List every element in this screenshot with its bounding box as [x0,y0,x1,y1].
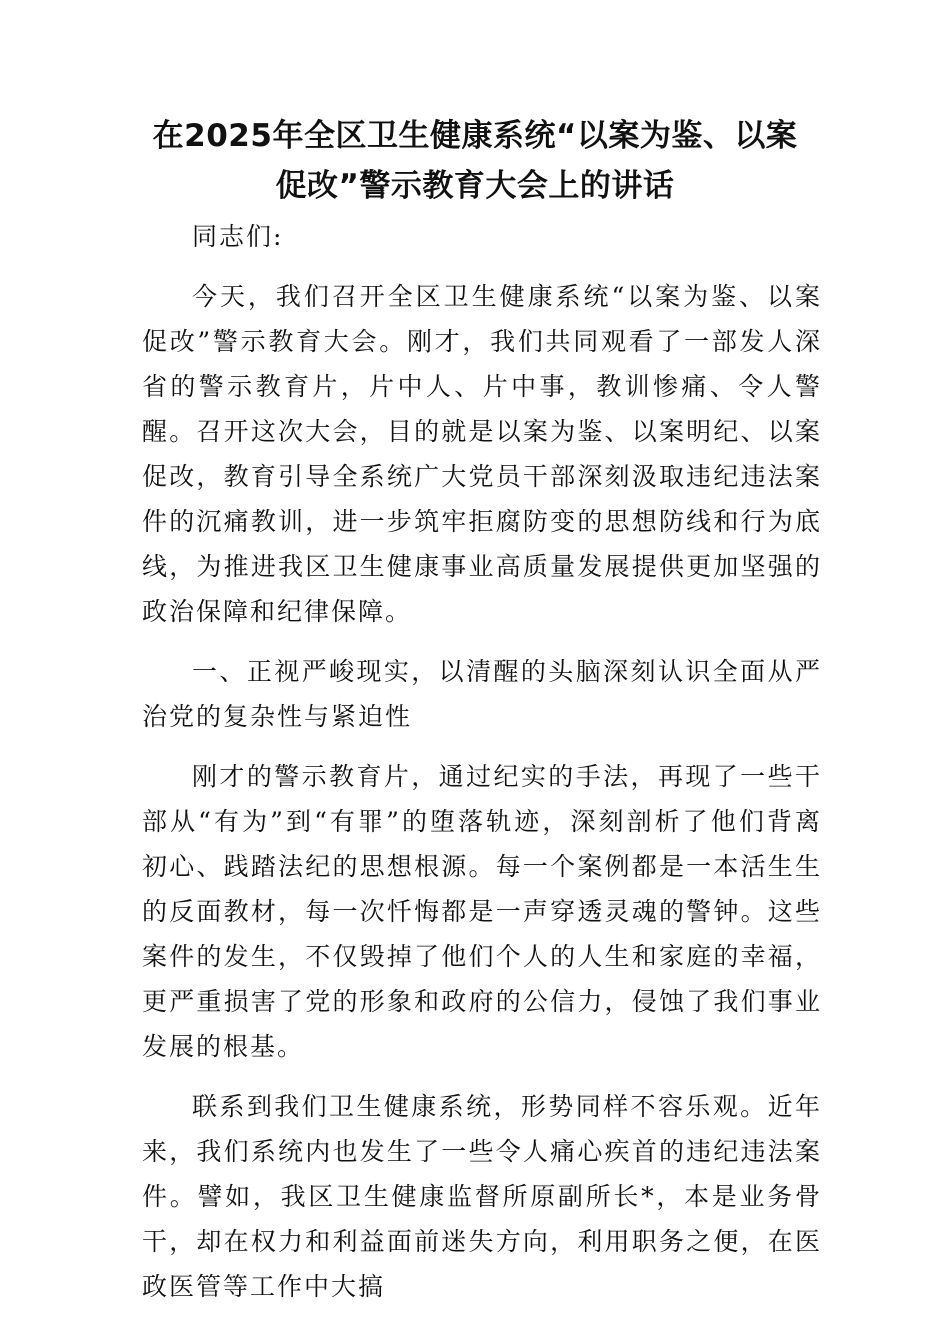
section-heading-1: 一、正视严峻现实，以清醒的头脑深刻认识全面从严治党的复杂性与紧迫性 [142,657,822,731]
document-body [142,214,822,1324]
paragraph-system-situation: 联系到我们卫生健康系统，形势同样不容乐观。近年来，我们系统内也发生了一些令人痛心疾首的违纪违法案件。譬如，我区卫生健康监督所原副所长*，本是业务骨干，却在权力和利益面前迷失方向，利用职务之便，在医政医管等工作中大搞 [142,1092,822,1301]
title-line-2: 促改”警示教育大会上的讲话 [275,168,675,204]
paragraph-warning-film: 刚才的警示教育片，通过纪实的手法，再现了一些干部从“有为”到“有罪”的堕落轨迹，深刻剖析了他们背离初心、践踏法纪的思想根源。每一个案例都是一本活生生的反面教材，每一次忏悔都是一声穿透灵魂的警钟。这些案件的发生，不仅毁掉了他们个人的人生和家庭的幸福，更严重损害了党的形象和政府的公信力，侵蚀了我们事业发展的根基。 [142,762,822,1061]
paragraph-intro: 今天，我们召开全区卫生健康系统“以案为鉴、以案促改”警示教育大会。刚才，我们共同观看了一部发人深省的警示教育片，片中人、片中事，教训惨痛、令人警醒。召开这次大会，目的就是以案为鉴、以案明纪、以案促改，教育引导全系统广大党员干部深刻汲取违纪违法案件的沉痛教训，进一步筑牢拒腐防变的思想防线和行为底线，为推进我区卫生健康事业高质量发展提供更加坚强的政治保障和纪律保障。 [142,282,822,626]
title-line-1: 在2025年全区卫生健康系统“以案为鉴、以案 [152,118,798,154]
salutation: 同志们: [192,222,284,251]
document-title [120,111,830,211]
